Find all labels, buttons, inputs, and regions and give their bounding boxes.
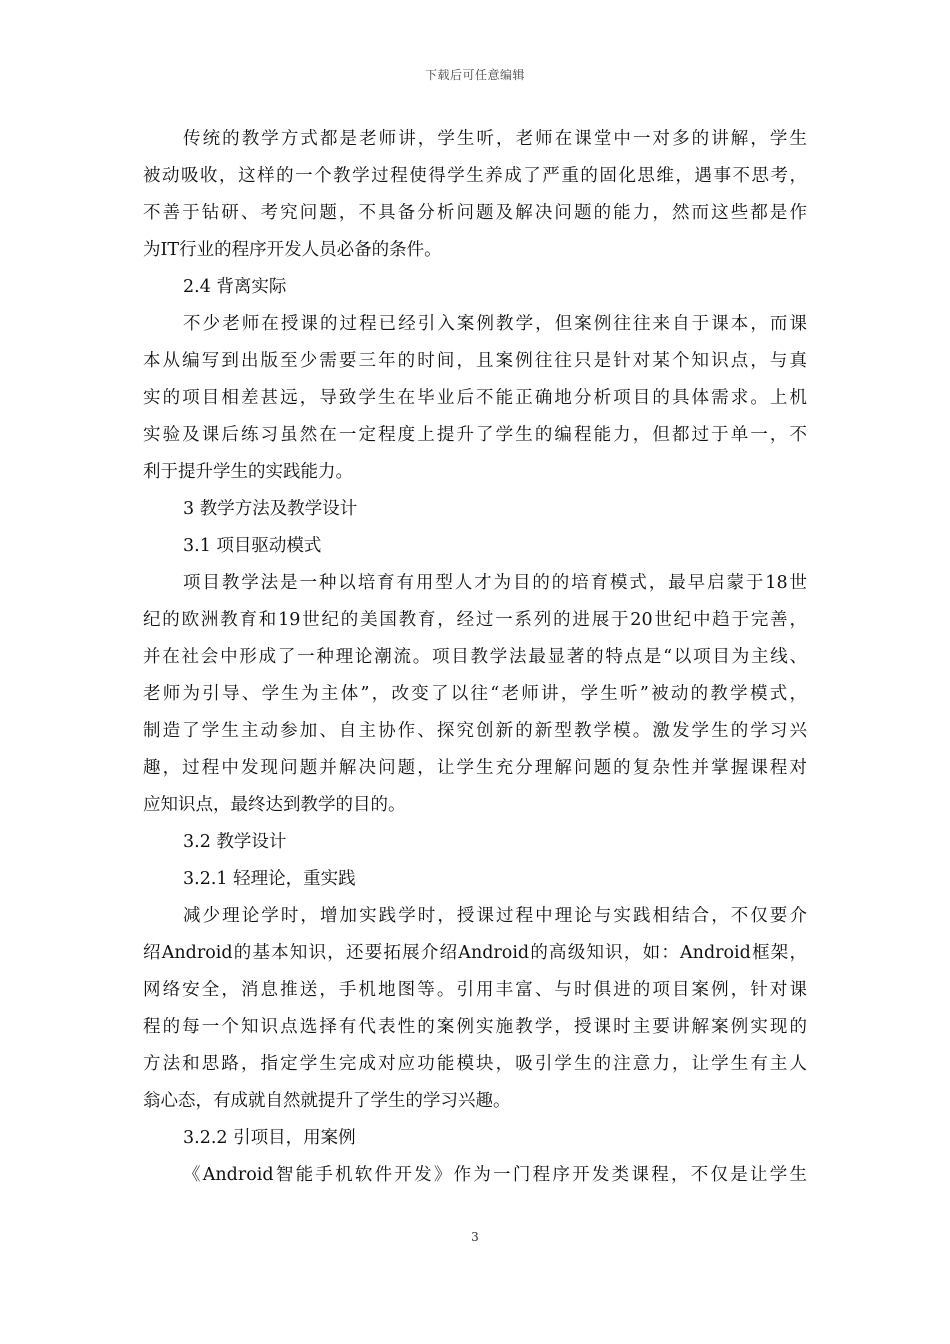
paragraph-line: 翁心态，有成就自然就提升了学生的学习兴趣。 bbox=[143, 1091, 511, 1111]
paragraph-line: 应知识点，最终达到教学的目的。 bbox=[143, 795, 406, 815]
paragraph-line: 利于提升学生的实践能力。 bbox=[143, 462, 353, 482]
paragraph bbox=[143, 1157, 807, 1194]
section-heading bbox=[143, 861, 807, 898]
paragraph bbox=[143, 121, 807, 269]
paragraph-line: 方法和思路，指定学生完成对应功能模块，吸引学生的注意力，让学生有主人 bbox=[143, 1054, 807, 1074]
heading-text: 3.2 教学设计 bbox=[183, 832, 287, 852]
heading-text: 3.2.1 轻理论，重实践 bbox=[183, 869, 356, 889]
paragraph bbox=[143, 898, 807, 1120]
paragraph-line: 项目教学法是一种以培育有用型人才为目的的培育模式，最早启蒙于18世 bbox=[183, 573, 807, 593]
page-number: 3 bbox=[471, 1230, 479, 1244]
heading-text: 3 教学方法及教学设计 bbox=[183, 499, 358, 519]
paragraph-line: 为IT行业的程序开发人员必备的条件。 bbox=[143, 240, 442, 260]
paragraph-line: 减少理论学时，增加实践学时，授课过程中理论与实践相结合，不仅要介 bbox=[183, 906, 807, 926]
paragraph-line: 程的每一个知识点选择有代表性的案例实施教学，授课时主要讲解案例实现的 bbox=[143, 1017, 807, 1037]
paragraph-line: 被动吸收，这样的一个教学过程使得学生养成了严重的固化思维，遇事不思考， bbox=[143, 166, 807, 186]
paragraph-line: 本从编写到出版至少需要三年的时间，且案例往往只是针对某个知识点，与真 bbox=[143, 351, 807, 371]
paragraph-line: 《Android智能手机软件开发》作为一门程序开发类课程，不仅是让学生 bbox=[183, 1165, 807, 1185]
section-heading bbox=[143, 269, 807, 306]
paragraph-line: 并在社会中形成了一种理论潮流。项目教学法最显著的特点是“以项目为主线、 bbox=[143, 647, 807, 667]
paragraph-line: 纪的欧洲教育和19世纪的美国教育，经过一系列的进展于20世纪中趋于完善， bbox=[143, 610, 807, 630]
paragraph bbox=[143, 306, 807, 491]
section-heading bbox=[143, 824, 807, 861]
paragraph-line: 传统的教学方式都是老师讲，学生听，老师在课堂中一对多的讲解，学生 bbox=[183, 129, 807, 149]
paragraph-line: 实验及课后练习虽然在一定程度上提升了学生的编程能力，但都过于单一，不 bbox=[143, 425, 807, 445]
section-heading bbox=[143, 1120, 807, 1157]
paragraph-line: 实的项目相差甚远，导致学生在毕业后不能正确地分析项目的具体需求。上机 bbox=[143, 388, 807, 408]
document-body bbox=[143, 121, 807, 1194]
heading-text: 3.2.2 引项目，用案例 bbox=[183, 1128, 356, 1148]
section-heading bbox=[143, 491, 807, 528]
paragraph-line: 不善于钻研、考究问题，不具备分析问题及解决问题的能力，然而这些都是作 bbox=[143, 203, 807, 223]
heading-text: 2.4 背离实际 bbox=[183, 277, 287, 297]
paragraph bbox=[143, 565, 807, 824]
page-header: 下载后可任意编辑 bbox=[424, 68, 525, 82]
paragraph-line: 不少老师在授课的过程已经引入案例教学，但案例往往来自于课本，而课 bbox=[183, 314, 807, 334]
paragraph-line: 老师为引导、学生为主体”，改变了以往“老师讲，学生听”被动的教学模式， bbox=[143, 684, 807, 704]
paragraph-line: 网络安全，消息推送，手机地图等。引用丰富、与时俱进的项目案例，针对课 bbox=[143, 980, 807, 1000]
heading-text: 3.1 项目驱动模式 bbox=[183, 536, 322, 556]
section-heading bbox=[143, 528, 807, 565]
paragraph-line: 绍Android的基本知识，还要拓展介绍Android的高级知识，如：Android框架， bbox=[143, 943, 807, 963]
paragraph-line: 制造了学生主动参加、自主协作、探究创新的新型教学模。激发学生的学习兴 bbox=[143, 721, 807, 741]
paragraph-line: 趣，过程中发现问题并解决问题，让学生充分理解问题的复杂性并掌握课程对 bbox=[143, 758, 807, 778]
